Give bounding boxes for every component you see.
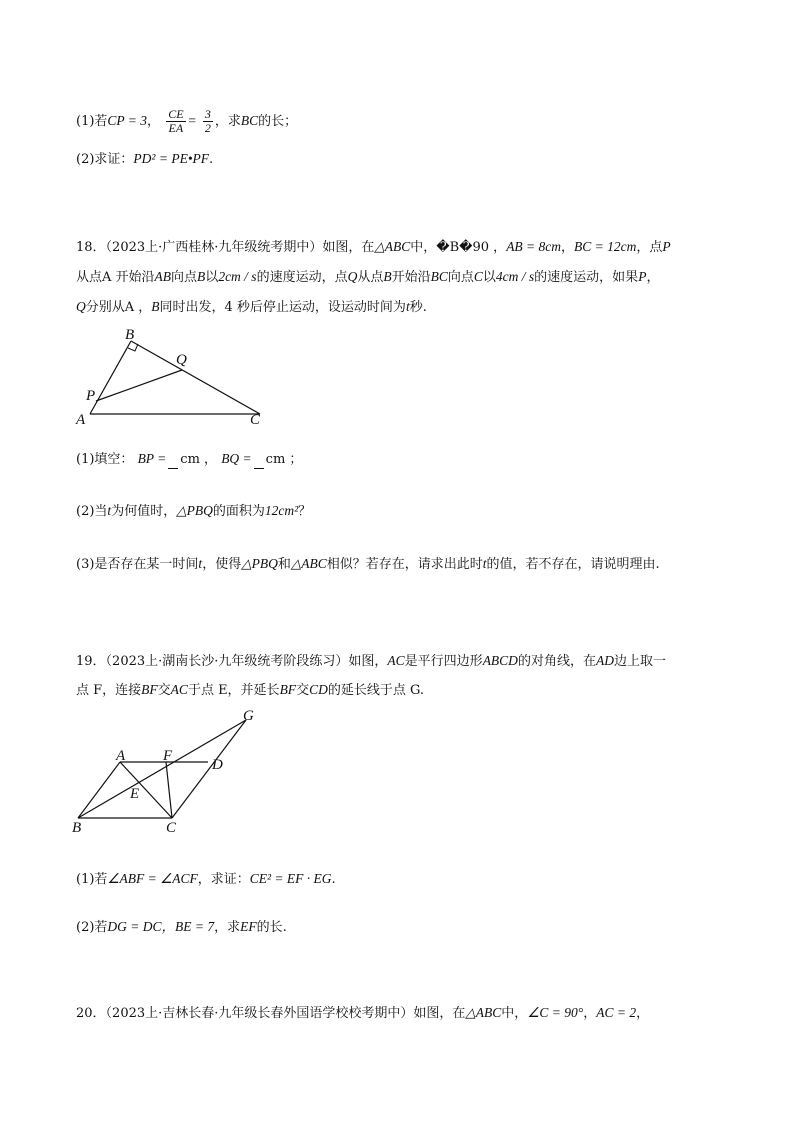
q18-tri: △PBQ	[176, 503, 213, 518]
q19-line2	[76, 681, 424, 700]
q19-ac: AC	[387, 653, 405, 668]
label-c: C	[166, 820, 177, 836]
label-b: B	[72, 820, 82, 836]
label-q: Q	[176, 352, 187, 368]
q18-text: 分别从A ，	[85, 300, 152, 315]
q17-ratio-fraction	[166, 108, 185, 135]
q18-bq: BQ =	[221, 451, 252, 466]
q20-ac: AC = 2	[596, 1005, 637, 1020]
q18-bc2: BC	[430, 269, 448, 284]
q18-line1	[76, 238, 671, 257]
q19-ef: EF	[240, 919, 257, 934]
q17-part1	[76, 108, 297, 135]
right-angle-mark	[128, 344, 138, 351]
q20-text: ，	[583, 1006, 597, 1021]
q18-tri: △ABC	[290, 556, 327, 571]
q18-text: 以	[482, 270, 496, 285]
q19-parallelogram-figure	[66, 706, 266, 836]
label-a: A	[116, 748, 126, 764]
q19-ac: AC	[170, 682, 188, 697]
q18-q: Q	[76, 299, 86, 314]
q18-bc: BC = 12cm	[574, 239, 637, 254]
frac-num: 3	[204, 107, 211, 121]
q18-text: ，使得	[202, 557, 242, 572]
q19-s1-prefix: (1)若	[76, 872, 108, 887]
q18-text: ，	[646, 270, 660, 285]
q18-t: t	[107, 503, 112, 518]
q18-text: ，	[561, 240, 575, 255]
segment-pq	[96, 370, 182, 401]
q19-text: 交	[296, 683, 310, 698]
side-bc	[131, 341, 260, 414]
label-g: G	[243, 708, 254, 724]
q18-text: 向点	[447, 270, 474, 285]
q18-b: B	[197, 269, 206, 284]
q18-p: P	[662, 239, 671, 254]
q20-line1	[76, 1004, 649, 1023]
frac-num: CE	[168, 107, 184, 121]
q20-text: 20．（2023上·吉林长春·九年级长春外国语学校校考期中）如图，在	[76, 1006, 466, 1021]
q19-s2-prefix: (2)若	[76, 920, 108, 935]
q18-text: 和	[277, 557, 291, 572]
q19-text: 是平行四边形	[404, 654, 483, 669]
q18-text: 从点	[357, 270, 384, 285]
q19-text: 的对角线，在	[517, 654, 596, 669]
q18-text: 秒.	[409, 300, 427, 315]
q18-t: t	[198, 556, 203, 571]
q19-text: 19．（2023上·湖南长沙·九年级统考阶段练习）如图，	[76, 654, 388, 669]
q17-p1-prefix: (1)若	[76, 114, 108, 129]
segment-fc	[166, 762, 172, 818]
q18-tri: △PBQ	[241, 556, 278, 571]
q18-cm: cm ，	[180, 452, 218, 467]
q20-angle: ∠C = 90°	[527, 1005, 584, 1020]
label-d: D	[212, 757, 223, 773]
q19-bf: BF	[141, 682, 158, 697]
q18-cm: cm ；	[265, 452, 303, 467]
q18-ab2: AB	[154, 269, 172, 284]
q18-text: 的值，若不存在，请说明理由.	[486, 557, 660, 572]
q18-text: 的面积为	[212, 504, 265, 519]
q17-p2-end: .	[209, 152, 214, 167]
q17-bc: BC	[240, 113, 259, 128]
q18-text: 开始沿	[391, 270, 431, 285]
q19-bf: BF	[279, 682, 297, 697]
answer-blank	[168, 468, 178, 469]
q18-s3-prefix: (3)是否存在某一时间	[76, 557, 199, 572]
label-f: F	[163, 748, 173, 764]
label-e: E	[130, 786, 140, 802]
q17-end: 的长；	[258, 114, 298, 129]
q17-eq: =	[187, 113, 197, 128]
q18-t: t	[405, 299, 410, 314]
q18-b: B	[151, 299, 160, 314]
q17-cp-expr: CP = 3	[107, 113, 148, 128]
q19-text: .	[331, 872, 336, 887]
q18-bp: BP =	[137, 451, 167, 466]
q18-text: 以	[205, 270, 219, 285]
q18-triangle-figure	[70, 328, 280, 428]
q18-text: 为何值时，	[111, 504, 177, 519]
q18-area-val: 12cm²	[264, 503, 299, 518]
q18-c: C	[473, 269, 483, 284]
q18-text: 从点A 开始沿	[76, 270, 155, 285]
q18-speed1: 2cm / s	[218, 269, 257, 284]
q18-tri: △ABC	[374, 239, 411, 254]
q18-ab: AB = 8cm	[506, 239, 562, 254]
q18-t: t	[482, 556, 487, 571]
q18-text: 向点	[171, 270, 198, 285]
q17-part2	[76, 150, 213, 169]
diagonal-ac	[120, 762, 172, 818]
q19-abcd: ABCD	[482, 653, 518, 668]
q18-text: 同时出发，4 秒后停止运动，设运动时间为	[159, 300, 406, 315]
q19-expr: CE² = EF · EG	[249, 871, 332, 886]
q19-text: 的长.	[256, 920, 287, 935]
q20-text: ，	[636, 1006, 650, 1021]
q19-text: 于点 E，并延长	[187, 683, 280, 698]
q18-p: P	[638, 269, 647, 284]
q18-s1-prefix: (1)填空：	[76, 452, 134, 467]
q19-cd: CD	[309, 682, 328, 697]
q18-text: 中，�B�90 ，	[410, 240, 507, 255]
q19-sub1	[76, 870, 336, 889]
label-p: P	[86, 388, 96, 404]
q18-text: ？	[298, 504, 312, 519]
q19-sub2	[76, 918, 287, 937]
q19-text: 交	[157, 683, 171, 698]
q17-p2-prefix: (2)求证：	[76, 152, 134, 167]
q20-text: 中，	[501, 1006, 528, 1021]
q18-line2	[76, 268, 659, 287]
frac-den: 2	[204, 121, 211, 135]
q17-sep: ，	[147, 114, 161, 129]
q18-s2-prefix: (2)当	[76, 504, 108, 519]
q17-value-fraction	[203, 108, 213, 135]
q18-speed2: 4cm / s	[495, 269, 535, 284]
q19-text: 边上取一	[613, 654, 666, 669]
q18-text: 的速度运动，点	[256, 270, 348, 285]
q17-ask: ，求	[214, 114, 241, 129]
q19-text: 的延长线于点 G.	[327, 683, 425, 698]
q19-expr: DG = DC，BE = 7	[107, 919, 215, 934]
q20-tri: △ABC	[465, 1005, 502, 1020]
label-c: C	[250, 412, 261, 428]
q18-text: 的速度运动，如果	[534, 270, 639, 285]
q19-text: ，求	[214, 920, 241, 935]
q19-text: ，求证：	[197, 872, 250, 887]
q18-text: 相似？若存在，请求出此时	[326, 557, 483, 572]
line-cg	[172, 720, 246, 818]
q19-angle: ∠ABF = ∠ACF	[107, 871, 198, 886]
q18-q: Q	[347, 269, 358, 284]
q19-line1	[76, 652, 666, 671]
label-b: B	[125, 328, 135, 343]
side-ab	[78, 762, 120, 818]
answer-blank	[254, 468, 264, 469]
q18-b: B	[383, 269, 392, 284]
q19-ad: AD	[595, 653, 614, 668]
side-ab	[90, 341, 131, 414]
frac-den: EA	[168, 121, 184, 135]
q18-text: ，点	[636, 240, 663, 255]
q18-line3	[76, 298, 427, 317]
q18-sub1	[76, 450, 302, 469]
q19-text: 点 F，连接	[76, 683, 142, 698]
q18-text: 18．（2023上·广西桂林·九年级统考期中）如图，在	[76, 240, 375, 255]
q18-sub3	[76, 555, 660, 574]
q17-p2-expr: PD² = PE•PF	[133, 151, 210, 166]
label-a: A	[76, 412, 86, 428]
q18-sub2	[76, 502, 311, 521]
